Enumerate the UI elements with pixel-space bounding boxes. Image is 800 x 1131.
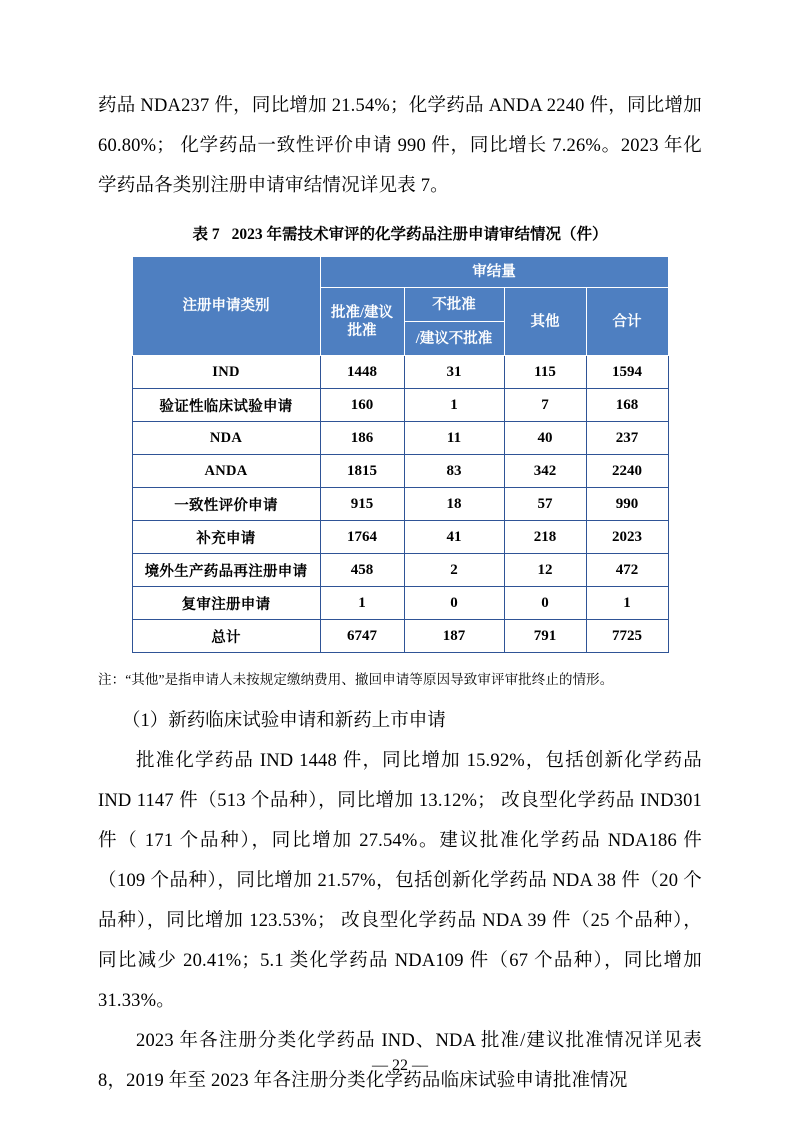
cell-total: 168 bbox=[586, 389, 668, 422]
table-note: 注：“其他”是指申请人未按规定缴纳费用、撤回申请等原因导致审评审批终止的情形。 bbox=[98, 672, 614, 687]
header-total: 合计 bbox=[586, 288, 668, 356]
row-category: ANDA bbox=[132, 455, 320, 488]
cell-total: 990 bbox=[586, 488, 668, 521]
cell-total: 1 bbox=[586, 587, 668, 620]
paragraph-intro: 药品 NDA237 件，同比增加 21.54%；化学药品 ANDA 2240 件，同比增加 60.80%； 化学药品一致性评价申请 990 件，同比增长 7.26%。2023 年化学药品各类别注册申请审结情况详见表 7。 bbox=[98, 96, 702, 196]
header-other: 其他 bbox=[504, 288, 586, 356]
paragraph-body-2: 2023 年各注册分类化学药品 IND、NDA 批准/建议批准情况详见表 8，2019 年至 2023 年各注册分类化学药品临床试验申请批准情况 bbox=[98, 1031, 702, 1091]
table-caption-number: 表 7 bbox=[192, 226, 220, 243]
cell-reject: 187 bbox=[404, 620, 504, 653]
header-category: 注册申请类别 bbox=[132, 257, 320, 356]
table-row bbox=[132, 422, 668, 455]
table-caption-title: 2023 年需技术审评的化学药品注册申请审结情况（件） bbox=[231, 226, 608, 243]
row-category: 总计 bbox=[132, 620, 320, 653]
cell-other: 57 bbox=[504, 488, 586, 521]
cell-other: 0 bbox=[504, 587, 586, 620]
cell-other: 40 bbox=[504, 422, 586, 455]
table-row bbox=[132, 455, 668, 488]
row-category: NDA bbox=[132, 422, 320, 455]
header-approved-line2: 批准 bbox=[347, 322, 377, 339]
row-category: 复审注册申请 bbox=[132, 587, 320, 620]
cell-reject: 2 bbox=[404, 554, 504, 587]
table-row bbox=[132, 356, 668, 389]
cell-reject: 0 bbox=[404, 587, 504, 620]
table-body bbox=[132, 356, 668, 653]
cell-other: 12 bbox=[504, 554, 586, 587]
row-category: 验证性临床试验申请 bbox=[132, 389, 320, 422]
table-header bbox=[132, 257, 668, 356]
cell-reject: 1 bbox=[404, 389, 504, 422]
cell-approve: 1 bbox=[320, 587, 404, 620]
row-category: 境外生产药品再注册申请 bbox=[132, 554, 320, 587]
cell-total: 2023 bbox=[586, 521, 668, 554]
cell-total: 2240 bbox=[586, 455, 668, 488]
cell-approve: 186 bbox=[320, 422, 404, 455]
row-category: 补充申请 bbox=[132, 521, 320, 554]
row-category: 一致性评价申请 bbox=[132, 488, 320, 521]
cell-reject: 18 bbox=[404, 488, 504, 521]
cell-total: 1594 bbox=[586, 356, 668, 389]
table-row bbox=[132, 521, 668, 554]
cell-other: 218 bbox=[504, 521, 586, 554]
header-rejected-line1: 不批准 bbox=[404, 288, 504, 322]
header-approved-line1: 批准/建议 bbox=[330, 304, 394, 321]
cell-reject: 11 bbox=[404, 422, 504, 455]
table-row bbox=[132, 554, 668, 587]
body-paragraph-block bbox=[98, 741, 702, 1101]
cell-total: 7725 bbox=[586, 620, 668, 653]
cell-other: 115 bbox=[504, 356, 586, 389]
table-row bbox=[132, 389, 668, 422]
cell-other: 342 bbox=[504, 455, 586, 488]
intro-paragraph-block bbox=[98, 86, 702, 206]
cell-reject: 41 bbox=[404, 521, 504, 554]
paragraph-body-1: 批准化学药品 IND 1448 件，同比增加 15.92%，包括创新化学药品 IND 1147 件（513 个品种），同比增加 13.12%； 改良型化学药品 IND301 件（ 171 个品种），同比增加 27.54%。建议批准化学药品 NDA186 件（109 个品种），同比增加 21.57%，包括创新化学药品 NDA 38 件（20 个品种），同比增加 123.53%； 改良型化学药品 NDA 39 件（25 个品种），同比减少 20.41%；5.1 类化学药品 NDA109 件（67 个品种），同比增加 31.33%。 bbox=[98, 751, 702, 1011]
table-row bbox=[132, 587, 668, 620]
cell-approve: 1815 bbox=[320, 455, 404, 488]
header-approved bbox=[320, 288, 404, 356]
cell-other: 7 bbox=[504, 389, 586, 422]
table-row-total bbox=[132, 620, 668, 653]
cell-approve: 1764 bbox=[320, 521, 404, 554]
table-caption bbox=[98, 220, 702, 250]
cell-reject: 83 bbox=[404, 455, 504, 488]
cell-approve: 160 bbox=[320, 389, 404, 422]
section-heading: （1）新药临床试验申请和新药上市申请 bbox=[122, 711, 446, 731]
page-number: — 22 — bbox=[372, 1057, 428, 1074]
cell-approve: 458 bbox=[320, 554, 404, 587]
table-chemical-drug-registration bbox=[132, 256, 669, 653]
header-rejected-line2: /建议不批准 bbox=[404, 322, 504, 356]
cell-total: 237 bbox=[586, 422, 668, 455]
row-category: IND bbox=[132, 356, 320, 389]
cell-other: 791 bbox=[504, 620, 586, 653]
page-content bbox=[98, 86, 702, 1101]
header-group-total: 审结量 bbox=[320, 257, 668, 288]
table-row bbox=[132, 488, 668, 521]
cell-approve: 1448 bbox=[320, 356, 404, 389]
cell-approve: 6747 bbox=[320, 620, 404, 653]
cell-approve: 915 bbox=[320, 488, 404, 521]
cell-reject: 31 bbox=[404, 356, 504, 389]
cell-total: 472 bbox=[586, 554, 668, 587]
